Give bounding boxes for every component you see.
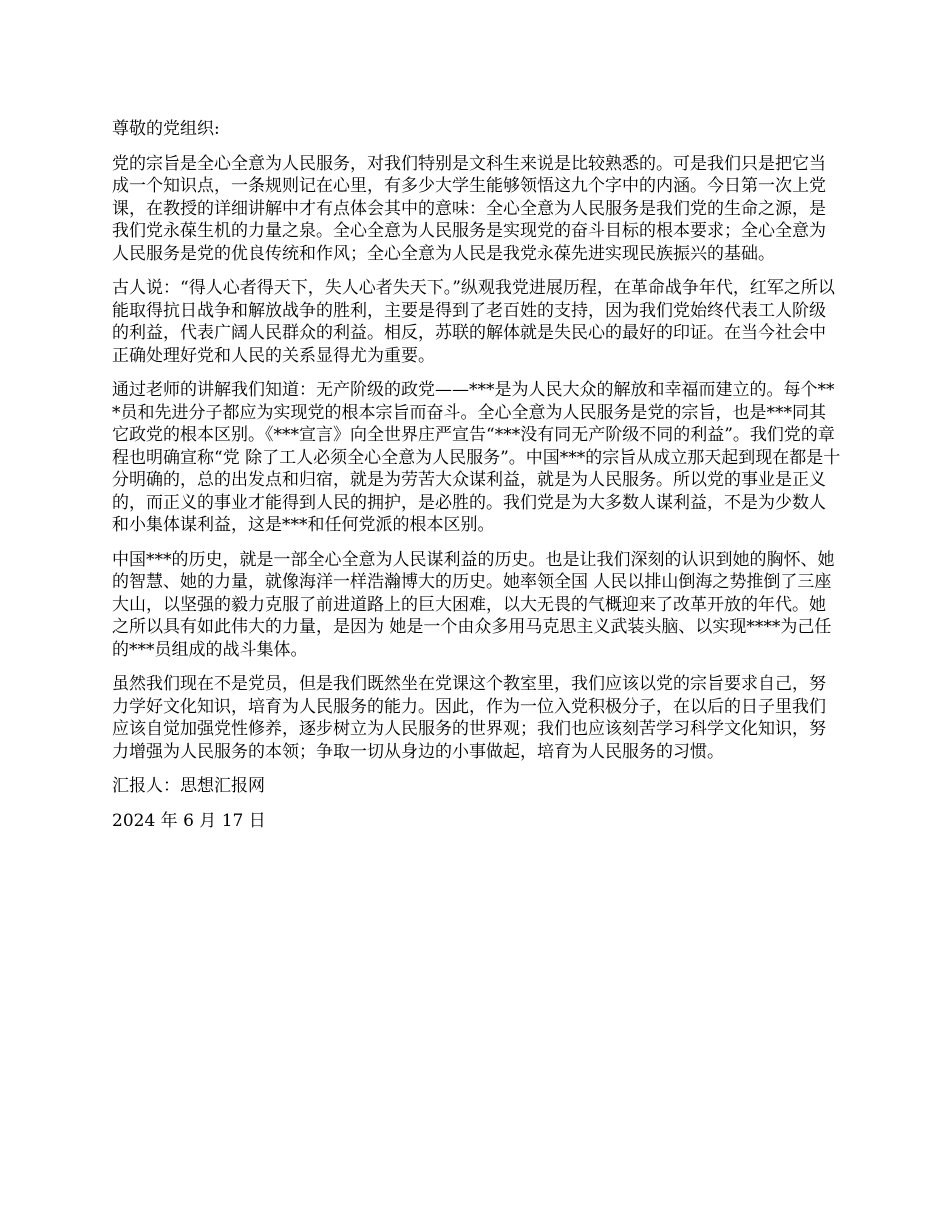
paragraph-3: 通过老师的讲解我们知道：无产阶级的政党——***是为人民大众的解放和幸福而建立的。每个***员和先进分子都应为实现党的根本宗旨而奋斗。全心全意为人民服务是党的宗旨，也是***同其它政党的根本区别。《***宣言》向全世界庄严宣告“***没有同无产阶级不同的利益”。我们党的章程也明确宣称“党 除了工人必须全心全意为人民服务”。中国***的宗旨从成立那天起到现在都是十分明确的，总的出发点和归宿，就是为劳苦大众谋利益，就是为人民服务。所以党的事业是正义的，而正义的事业才能得到人民的拥护，是必胜的。我们党是为大多数人谋利益，不是为少数人和小集体谋利益，这是***和任何党派的根本区别。 bbox=[112, 380, 841, 535]
paragraph-5: 虽然我们现在不是党员，但是我们既然坐在党课这个教室里，我们应该以党的宗旨要求自己，努力学好文化知识，培育为人民服务的能力。因此，作为一位入党积极分子，在以后的日子里我们应该自觉加强党性修养，逐步树立为人民服务的世界观；我们也应该刻苦学习科学文化知识，努力增强为人民服务的本领；争取一切从身边的小事做起，培育为人民服务的习惯。 bbox=[112, 674, 826, 762]
reporter-line: 汇报人：思想汇报网 bbox=[112, 776, 265, 796]
paragraph-1: 党的宗旨是全心全意为人民服务，对我们特别是文科生来说是比较熟悉的。可是我们只是把它当成一个知识点，一条规则记在心里，有多少大学生能够领悟这九个字中的内涵。今日第一次上党课，在教授的详细讲解中才有点体会其中的意味：全心全意为人民服务是我们党的生命之源，是我们党永葆生机的力量之泉。全心全意为人民服务是实现党的奋斗目标的根本要求；全心全意为人民服务是党的优良传统和作风；全心全意为人民是我党永葆先进实现民族振兴的基础。 bbox=[112, 153, 826, 264]
salutation: 尊敬的党组织: bbox=[112, 119, 220, 139]
document-page bbox=[112, 118, 842, 844]
date-line: 2024 年 6 月 17 日 bbox=[112, 810, 266, 831]
paragraph-4: 中国***的历史，就是一部全心全意为人民谋利益的历史。也是让我们深刻的认识到她的胸怀、她的智慧、她的力量，就像海洋一样浩瀚博大的历史。她率领全国 人民以排山倒海之势推倒了三座大山，以坚强的毅力克服了前进道路上的巨大困难，以大无畏的气概迎来了改革开放的年代。她之所以具有如此伟大的力量，是因为 她是一个由众多用马克思主义武装头脑、以实现****为己任的***员组成的战斗集体。 bbox=[112, 549, 835, 660]
paragraph-2: 古人说：“得人心者得天下，失人心者失天下。”纵观我党进展历程，在革命战争年代，红军之所以能取得抗日战争和解放战争的胜利，主要是得到了老百姓的支持，因为我们党始终代表工人阶级的利益，代表广阔人民群众的利益。相反，苏联的解体就是失民心的最好的印证。在当今社会中正确处理好党和人民的关系显得尤为重要。 bbox=[112, 278, 835, 366]
